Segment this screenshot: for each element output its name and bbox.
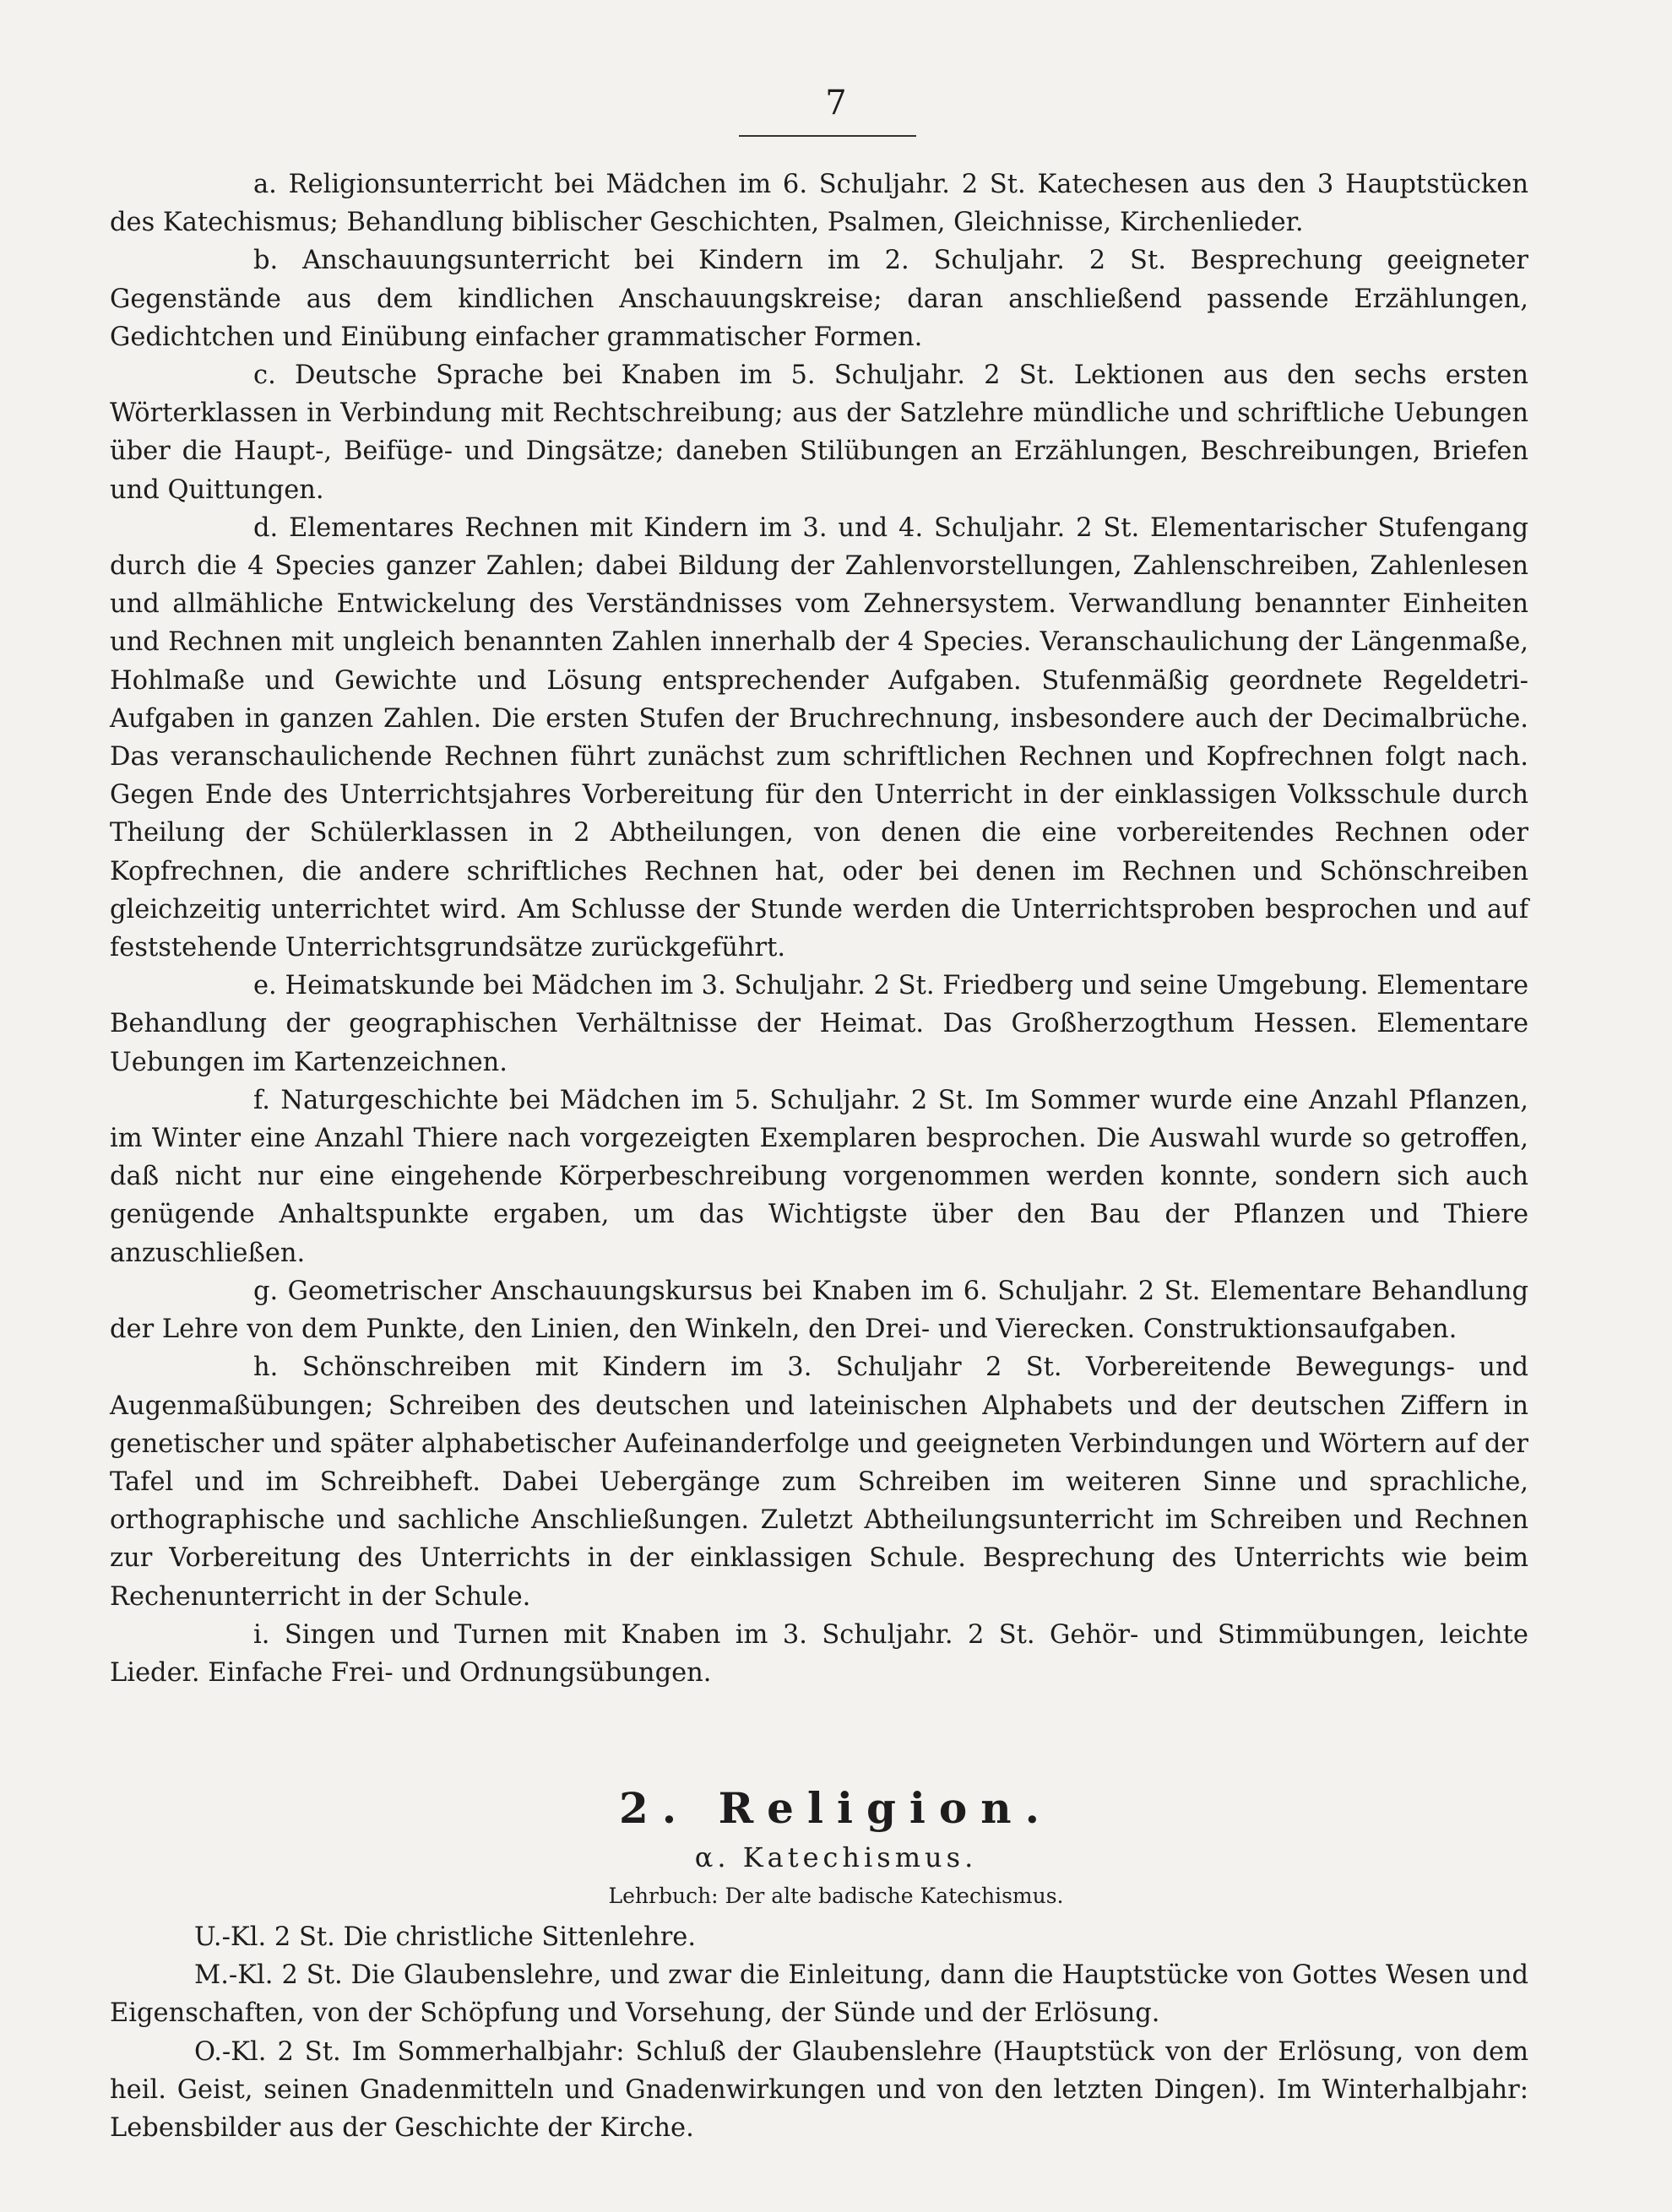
subject-letter: g. bbox=[253, 1276, 279, 1306]
page-number: 7 bbox=[825, 84, 847, 122]
class-paragraph bbox=[110, 2033, 1528, 2148]
subject-text: Singen und Turnen mit Knaben im 3. Schuljahr. 2 St. Gehör- und Stimmübungen, leichte Lieder. Einfache Frei- und Ordnungsübungen. bbox=[110, 1619, 1528, 1688]
class-text: 2 St. Die christliche Sittenlehre. bbox=[274, 1922, 697, 1952]
subject-paragraph bbox=[110, 356, 1528, 509]
subjects-list bbox=[110, 165, 1528, 1692]
subject-text: Elementares Rechnen mit Kindern im 3. und 4. Schuljahr. 2 St. Elementarischer Stufengang durch die 4 Species ganzer Zahlen; dabei Bildung der Zahlenvorstellungen, Zahlenschreiben, Zahlenlesen und allmähliche Entwickelung des Verständnisses vom Zehnersystem. Verwandlung benannter Einheiten und Rechnen mit ungleich benannten Zahlen innerhalb der 4 Species. Veranschaulichung der Längenmaße, Hohlmaße und Gewichte und Lösung entsprechender Aufgaben. Stufenmäßig geordnete Regeldetri-Aufgaben in ganzen Zahlen. Die ersten Stufen der Bruchrechnung, insbesondere auch der Decimalbrüche. Das veranschaulichende Rechnen führt zunächst zum schriftlichen Rechnen und Kopfrechnen folgt nach. Gegen Ende des Unterrichtsjahres Vorbereitung für den Unterricht in der einklassigen Volksschule durch Theilung der Schülerklassen in 2 Abtheilungen, von denen die eine vorbereitendes Rechnen oder Kopfrechnen, die andere schriftliches Rechnen hat, oder bei denen im Rechnen und Schönschreiben gleichzeitig unterrichtet wird. Am Schlusse der Stunde werden die Unterrichtsproben besprochen und auf feststehende Unterrichtsgrundsätze zurückgeführt. bbox=[110, 512, 1528, 963]
subject-paragraph bbox=[110, 1616, 1528, 1692]
subject-letter: f. bbox=[253, 1085, 270, 1115]
subject-paragraph bbox=[110, 1082, 1528, 1272]
subject-paragraph bbox=[110, 509, 1528, 967]
subject-text: Heimatskunde bei Mädchen im 3. Schuljahr. 2 St. Friedberg und seine Umgebung. Elementare Behandlung der geographischen Verhältnisse der Heimat. Das Großherzogthum Hessen. Elementare Uebungen im Kartenzeichnen. bbox=[110, 971, 1528, 1077]
subject-paragraph bbox=[110, 967, 1528, 1082]
subject-paragraph bbox=[110, 1272, 1528, 1348]
class-text: 2 St. Die Glaubenslehre, und zwar die Einleitung, dann die Hauptstücke von Gottes Wesen und Eigenschaften, von der Schöpfung und Vorsehung, der Sünde und der Erlösung. bbox=[110, 1960, 1528, 2029]
subject-text: Deutsche Sprache bei Knaben im 5. Schuljahr. 2 St. Lektionen aus den sechs ersten Wörterklassen in Verbindung mit Rechtschreibung; aus der Satzlehre mündliche und schriftliche Uebungen über die Haupt-, Beifüge- und Dingsätze; daneben Stilübungen an Erzählungen, Beschreibungen, Briefen und Quittungen. bbox=[110, 361, 1528, 505]
subject-text: Religionsunterricht bei Mädchen im 6. Schuljahr. 2 St. Katechesen aus den 3 Hauptstücken des Katechismus; Behandlung biblischer Geschichten, Psalmen, Gleichnisse, Kirchenlieder. bbox=[110, 170, 1528, 238]
class-paragraph bbox=[110, 1956, 1528, 2032]
subject-letter: c. bbox=[253, 361, 276, 391]
subject-text: Anschauungsunterricht bei Kindern im 2. Schuljahr. 2 St. Besprechung geeigneter Gegenstände aus dem kindlichen Anschauungskreise; daran anschließend passende Erzählungen, Gedichtchen und Einübung einfacher grammatischer Formen. bbox=[110, 246, 1528, 352]
subject-letter: b. bbox=[253, 246, 279, 276]
subject-letter: i. bbox=[253, 1619, 270, 1650]
section-heading: 2. Religion. bbox=[618, 1783, 1054, 1833]
subject-letter: h. bbox=[253, 1353, 279, 1383]
subject-paragraph bbox=[110, 241, 1528, 356]
class-text: 2 St. Im Sommerhalbjahr: Schluß der Glaubenslehre (Hauptstück von der Erlösung, von dem heil. Geist, seinen Gnadenmitteln und Gnadenwirkungen und von den letzten Dingen). Im Winterhalbjahr: Lebensbilder aus der Geschichte der Kirche. bbox=[110, 2036, 1529, 2144]
class-list bbox=[110, 1918, 1528, 2147]
subject-paragraph bbox=[110, 165, 1528, 241]
class-label: M.-Kl. bbox=[194, 1960, 274, 1991]
class-label: O.-Kl. bbox=[194, 2036, 267, 2067]
subject-letter: d. bbox=[253, 512, 279, 543]
subject-letter: e. bbox=[253, 971, 277, 1001]
class-paragraph bbox=[110, 1918, 1528, 1956]
class-label: U.-Kl. bbox=[194, 1922, 267, 1952]
subject-text: Naturgeschichte bei Mädchen im 5. Schuljahr. 2 St. Im Sommer wurde eine Anzahl Pflanzen, im Winter eine Anzahl Thiere nach vorgezeigten Exemplaren besprochen. Die Auswahl wurde so getroffen, daß nicht nur eine eingehende Körperbeschreibung vorgenommen werden konnte, sondern sich auch genügende Anhaltspunkte ergaben, um das Wichtigste über den Bau der Pflanzen und Thiere anzuschließen. bbox=[110, 1085, 1528, 1268]
subject-text: Schönschreiben mit Kindern im 3. Schuljahr 2 St. Vorbereitende Bewegungs- und Augenmaßübungen; Schreiben des deutschen und lateinischen Alphabets und der deutschen Ziffern in genetischer und später alphabetischer Aufeinanderfolge und geeigneten Verbindungen und Wörtern auf der Tafel und im Schreibheft. Dabei Uebergänge zum Schreiben im weiteren Sinne und sprachliche, orthographische und sachliche Anschließungen. Zuletzt Abtheilungsunterricht im Schreiben und Rechnen zur Vorbereitung des Unterrichts in der einklassigen Schule. Besprechung des Unterrichts wie beim Rechenunterricht in der Schule. bbox=[110, 1353, 1529, 1612]
header-rule bbox=[739, 135, 916, 137]
subject-text: Geometrischer Anschauungskursus bei Knaben im 6. Schuljahr. 2 St. Elementare Behandlung der Lehre von dem Punkte, den Linien, den Winkeln, den Drei- und Vierecken. Construktionsaufgaben. bbox=[110, 1276, 1528, 1345]
textbook-note: Lehrbuch: Der alte badische Katechismus. bbox=[608, 1884, 1064, 1908]
section-subheading: α. Katechismus. bbox=[694, 1841, 978, 1873]
subject-paragraph bbox=[110, 1348, 1528, 1615]
subject-letter: a. bbox=[253, 170, 277, 199]
